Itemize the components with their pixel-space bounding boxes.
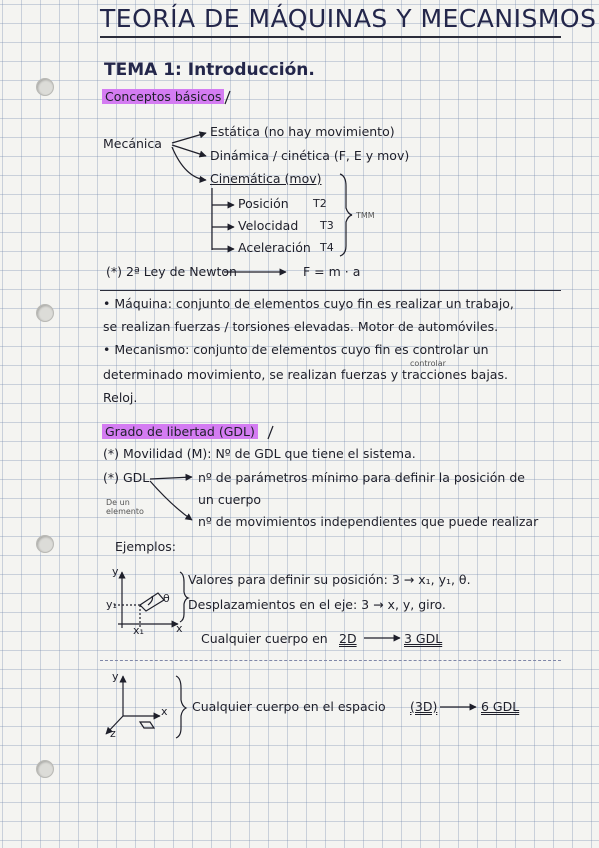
tmm-brace bbox=[340, 174, 352, 256]
axis-3d-z bbox=[106, 716, 123, 734]
theta-label: θ bbox=[163, 592, 170, 605]
movilidad-text: (*) Movilidad (M): Nº de GDL que tiene el sistema. bbox=[103, 446, 416, 461]
gdl-def-1b: un cuerpo bbox=[198, 492, 262, 507]
mecanismo-note: controlar bbox=[410, 359, 446, 368]
section-grado: Grado de libertad (GDL) bbox=[102, 424, 258, 439]
newton-formula: F = m · a bbox=[303, 264, 361, 279]
gdl-def-1a: nº de parámetros mínimo para definir la posición de bbox=[198, 470, 525, 485]
mecanismo-line-1: • Mecanismo: conjunto de elementos cuyo fin es controlar un bbox=[103, 342, 489, 357]
arrow-gdl-1 bbox=[150, 477, 192, 479]
axis-x1-label: x₁ bbox=[133, 624, 144, 637]
ex2d-2d: 2D bbox=[339, 631, 357, 646]
arrow-dinamica bbox=[172, 145, 206, 156]
axis-x-3d-label: x bbox=[161, 705, 168, 718]
brace-3d bbox=[176, 676, 186, 738]
mecanismo-line-3: Reloj. bbox=[103, 390, 138, 405]
section-conceptos: Conceptos básicos bbox=[102, 89, 224, 104]
axis-y-label: y bbox=[112, 565, 119, 578]
dinamica-text: Dinámica / cinética (F, E y mov) bbox=[210, 148, 410, 163]
aceleracion-text: Aceleración bbox=[238, 240, 311, 255]
de-un-note: De un bbox=[106, 498, 130, 507]
velocidad-tag: T3 bbox=[320, 219, 334, 232]
slash-grado bbox=[268, 426, 273, 439]
ex2d-line-3: Cualquier cuerpo en bbox=[201, 631, 328, 646]
axis-y-3d-label: y bbox=[112, 670, 119, 683]
arrow-cinematica bbox=[172, 147, 206, 180]
gdl-def-2: nº de movimientos independientes que puede realizar bbox=[198, 514, 539, 529]
axis-x-label: x bbox=[176, 622, 183, 635]
aceleracion-tag: T4 bbox=[320, 241, 334, 254]
axis-y1-label: y₁ bbox=[106, 598, 117, 611]
estatica-text: Estática (no hay movimiento) bbox=[210, 124, 395, 139]
tmm-label: TMM bbox=[356, 211, 375, 220]
body-2d bbox=[140, 593, 164, 611]
posicion-tag: T2 bbox=[313, 197, 327, 210]
ex2d-result: 3 GDL bbox=[404, 631, 443, 646]
posicion-text: Posición bbox=[238, 196, 289, 211]
tema-heading: TEMA 1: Introducción. bbox=[104, 60, 315, 80]
arrow-estatica bbox=[172, 133, 206, 143]
axis-z-3d-label: z bbox=[110, 727, 116, 740]
ex2d-line-1: Valores para definir su posición: 3 → x₁, y₁, θ. bbox=[188, 572, 471, 587]
mecanica-label: Mecánica bbox=[103, 136, 162, 151]
body-3d bbox=[140, 722, 154, 728]
maquina-line-2: se realizan fuerzas / torsiones elevadas. Motor de automóviles. bbox=[103, 319, 499, 334]
velocidad-text: Velocidad bbox=[238, 218, 299, 233]
elemento-note: elemento bbox=[106, 507, 144, 516]
ex3d-3d: (3D) bbox=[410, 699, 438, 714]
maquina-line-1: • Máquina: conjunto de elementos cuyo fin es realizar un trabajo, bbox=[103, 296, 514, 311]
page-title: TEORÍA DE MÁQUINAS Y MECANISMOS bbox=[100, 4, 597, 33]
ejemplos-label: Ejemplos: bbox=[115, 539, 177, 554]
ex2d-line-2: Desplazamientos en el eje: 3 → x, y, giro. bbox=[188, 597, 446, 612]
arrow-gdl-2 bbox=[150, 481, 192, 520]
ex3d-line: Cualquier cuerpo en el espacio bbox=[192, 699, 386, 714]
brace-2d bbox=[180, 572, 188, 622]
cinematica-text: Cinemática (mov) bbox=[210, 171, 322, 186]
ex3d-result: 6 GDL bbox=[481, 699, 520, 714]
slash-conceptos bbox=[225, 91, 230, 104]
newton-text: (*) 2ª Ley de Newton bbox=[106, 264, 237, 279]
mecanismo-line-2: determinado movimiento, se realizan fuerzas y tracciones bajas. bbox=[103, 367, 508, 382]
gdl-label: (*) GDL bbox=[103, 470, 150, 485]
